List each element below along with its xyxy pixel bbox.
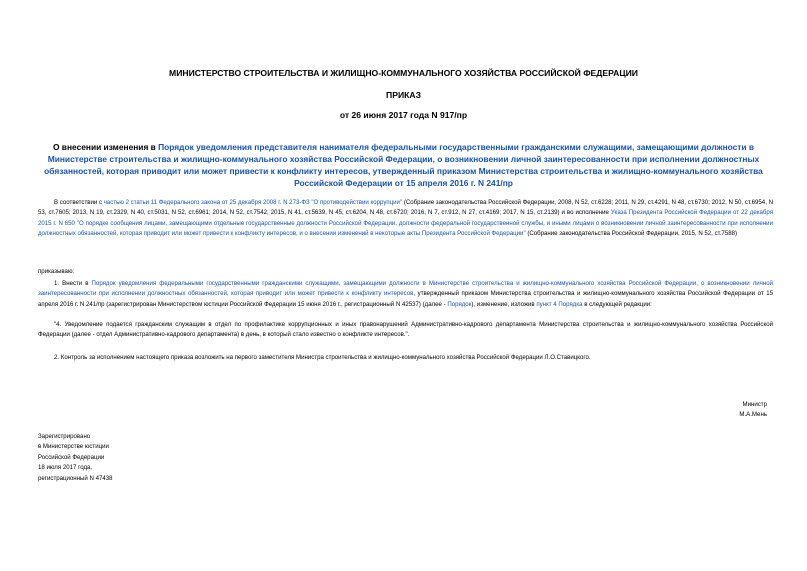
registration-line: регистрационный N 47438 [38,474,113,482]
item-1-text-4: в следующей редакции: [582,300,652,308]
preamble-text-3: (Собрание законодательства Российской Федерации, 2015, N 52, ст.7588) [525,230,738,238]
document-date-number: от 26 июня 2017 года N 917/пр [339,110,468,120]
registration-line: Российской Федерации [38,453,105,461]
law-link[interactable]: частью 2 статьи 11 Федерального закона от 25 декабря 2008 г. N 273-ФЗ "О противодействии коррупции" [103,199,403,206]
signature-block [739,400,767,421]
title-link[interactable]: Порядок уведомления представителя нанимателя федеральными государственными гражданскими служащими, замещающими должности в Министерстве строительства и жилищно-коммунального хозяйства Российской Федерации, о возникновении личной заинтересованности при исполнении должностных обязанностей, которая приводит или может привести к конфликту интересов, утвержденный приказом Министерства строительства и жилищно-коммунального хозяйства Российской Федерации от 15 апреля 2016 г. N 241/пр [44,142,763,188]
registration-line: Зарегистрировано [38,433,91,440]
registration-line: в Министерстве юстиции [38,443,109,451]
document-type: ПРИКАЗ [386,90,421,100]
item-2-paragraph: 2. Контроль за исполнением настоящего приказа возложить на первого заместителя Министра строительства и жилищно-коммунального хозяйства Российской Федерации Л.О.Ставицкого. [54,354,591,361]
item-1-paragraph [38,279,773,310]
registration-block [38,432,113,484]
preamble-text-2: (Собрание законодательства Российской Федерации, 2008, N 52, ст.6228; 2011, N 29, ст.4291, N 48, ст.6730; 2012, N 50, ст.6954, N 53, ст.7605; 2013, N 19, ст.2329, N 40, ст.5031, N 52, ст.6961; 2014, N 52, ст.7542; 2015, N 41, ст.5639, N 45, ст.6204, N 48, ст.6720; 2016, N 7, ст.912, N 27, ст.4169; 2017, N 15, ст.2139) и во исполнение [38,199,773,217]
item-1-text-1: 1. Внести в [54,280,92,287]
order-verb: приказываю: [38,268,75,275]
ministry-heading: МИНИСТЕРСТВО СТРОИТЕЛЬСТВА И ЖИЛИЩНО-КОММУНАЛЬНОГО ХОЗЯЙСТВА РОССИЙСКОЙ ФЕДЕРАЦИИ [169,68,638,78]
registration-line: 18 июля 2017 года, [38,464,93,472]
decree-link[interactable]: Указа Президента Российской Федерации от 22 декабря 2015 г. N 650 "О порядке сообщения лицами, замещающими отдельные государственные должности Российской Федерации, должности федеральной государственной службы, и иными лицами о возникновении личной заинтересованности при исполнении должностных обязанностей, которая приводит или может привести к конфликту интересов, и о внесении изменений в некоторые акты Президента Российской Федерации" [38,209,774,238]
procedure-short-link[interactable]: Порядок [447,300,472,308]
signer-position: Министр [742,401,767,408]
item-1-text-3: ), изменение, изложив [471,300,537,308]
preamble-text-1: В соответствии с [54,199,104,206]
item-1-text-2: , утвержденный приказом Министерства строительства и жилищно-коммунального хозяйства Российской Федерации от 15 апреля 2016 г. N 241/пр (зарегистрирован Министерством юстиции Российской Федерации 15 июня 2016 г., регистрационный N 42537) (далее - [38,290,773,308]
title-prefix: О внесении изменения в [52,142,159,152]
document-title [38,141,769,189]
signer-name: М.А.Мень [739,411,767,419]
preamble-paragraph [38,198,773,240]
procedure-link[interactable]: Порядок уведомления федеральными государственными гражданскими служащими, замещающими должности в Министерстве строительства и жилищно-коммунального хозяйства Российской Федерации, о возникновении личной заинтересованности при исполнении должностных обязанностей, которая приводит или может привести к конфликту интересов [38,280,773,298]
point-4-link[interactable]: пункт 4 Порядка [536,300,583,308]
quoted-amendment: "4. Уведомление подается гражданским служащим в отдел по профилактике коррупционных и иных правонарушений Административно-кадрового департамента Министерства строительства и жилищно-коммунального хозяйства Российской Федерации (далее - отдел Административно-кадрового департамента) в день, в который стало известно о конфликте интересов.". [38,321,773,339]
